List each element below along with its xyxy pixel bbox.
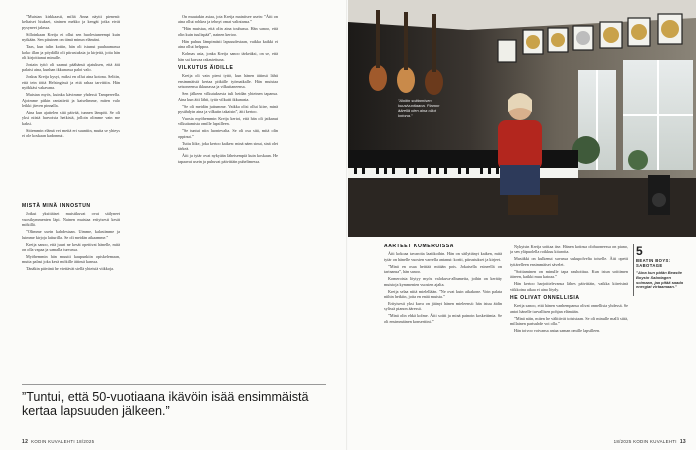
sidebar-divider [633, 244, 634, 296]
room-illustration [348, 0, 696, 237]
song-title: BEATIN BOYS: SABOTAGE [636, 258, 671, 268]
photo-woman-at-piano [348, 0, 696, 237]
paragraph: Kreija oli vain pieni tyttö, kun hänen äitinsä lähti ensimmäistä kertaa pitkälle työmatkalle. Hän muistaa seisoneensa ikkunassa ja vilkuttaneensa. [178, 73, 278, 90]
paragraph: Kreija sanoo, että juuri ne kesät opettivat hänelle, mitä on olla vapaa ja samalla turvassa. [22, 241, 120, 253]
magazine-issue: KODIN KUVALEHTI 18/2025 [31, 439, 95, 444]
paragraph: Hän kertoo harjoittelevansa lähes päivittäin, vaikka kiireisinä viikkoina aikaa ei aina löydy. [510, 281, 628, 292]
paragraph: Sittemmin elämä vei meitä eri suuntiin, mutta se yhteys ei ole koskaan kadonnut. [22, 127, 120, 139]
right-column-1 [384, 244, 502, 434]
paragraph: Erityisesti yksi kuva on jäänyt hänen mieleensä: hän istuu äidin sylissä pianon ääressä. [384, 301, 502, 312]
page-number: 13 [679, 439, 686, 445]
paragraph: Kolmas asia, jonka Kreija sanoo tärkeäksi, on se, että hän sai kasvaa rakastettuna. [178, 51, 278, 62]
paragraph: Jostain tyttö oli saanut päähänsä ajatuksen, että äiti palaisi aina, kunhan ikkunassa paloi valo. [22, 62, 120, 73]
paragraph: ”Se oli meidän juttumme. Vaikka olisi ollut kiire, minä pysähdyin aina ja vilkutin takaisin”, äiti kertoo. [178, 103, 278, 115]
song-comment: ”Aina kun pidän Beastie Boysin Sabotagen soimaan, jaa pitää saada energiat virtaamaan.” [636, 270, 683, 290]
paragraph: Tuttu liike, joka kertoo kaiken: minä näen sinut, sinä olet tärkeä. [178, 140, 278, 152]
paragraph: Kreija sanoo, että hänen vanhempansa olivat onnellisia yhdessä. Se antoi hänelle turvallisen pohjan elämään. [510, 303, 628, 314]
paragraph: ”Hän muistaa, että olin aina touhussa. Hän sanoo, että olin kuin tuulispää”, nainen kertoo. [178, 26, 278, 37]
paragraph: ”Minä näin, miten he välittivät toisistaan. Se oli minulle malli siitä, millainen parisuhde voi olla.” [510, 315, 628, 327]
paragraph: Joskus Kreija kysyi, miksi en ollut aina kotona. Selitin, että tein töitä Helsingissä ja että rahaa tarvittiin. Hän nyökkäsi vakavana. [22, 74, 120, 91]
paragraph: Myöhemmin hän muutti kaupunkiin opiskelemaan, mutta palasi joka kesä mökille äitinsä kanssa. [22, 254, 120, 265]
page-number: 12 [22, 439, 29, 445]
pull-quote: ”Tuntui, että 50-vuotiaana ikävöin isää ensimmäistä kertaa lapsuuden jälkeen.” [22, 390, 309, 418]
paragraph: Sen jälkeen vilkutuksesta tuli heidän yhteinen tapansa. Aina kun äiti lähti, tytär vilkutti ikkunasta. [178, 91, 278, 102]
right-column-2 [510, 244, 628, 434]
paragraph: ”Soittaminen on minulle tapa rauhoittua. Kun istun soittimen ääreen, kaikki muu katoaa.” [510, 268, 628, 280]
magazine-issue: 18/2025 KODIN KUVALEHTI [613, 439, 677, 444]
paragraph: Vuosia myöhemmin Kreija kertoi, että hän oli jatkanut vilkuttamista omille lapsilleen. [178, 116, 278, 127]
paragraph: ”Minä olin ehkä kolme. Äiti soitti ja minä painoin koskettimia. Se oli ensimmäinen konserttini.” [384, 313, 502, 324]
quote-divider [22, 384, 326, 385]
left-column-2 [178, 14, 278, 378]
left-column-1-lower [22, 200, 120, 378]
paragraph: Tänäkin päivänä he viettävät siellä yhteisiä viikkoja. [26, 266, 115, 272]
right-footer [614, 439, 686, 445]
paragraph: ”Minä en osaa heittää mitään pois. Jokaisella esineellä on tarinansa”, hän sanoo. [384, 263, 502, 275]
song-sidebar [636, 244, 686, 290]
section-heading: VILKUTUS ÄIDILLE [178, 65, 234, 72]
paragraph: ”Olimme usein kahdestaan. Uimme, kalastimme ja luimme kirjoja laiturilla. Se oli meidän aikaamme.” [22, 229, 120, 240]
paragraph: Hän puhuu lämpimästi lapsuudestaan, vaikka kaikki ei aina ollut helppoa. [178, 38, 278, 50]
photo-caption: ”Aloitin soittamisen kuusivuotiaana. Pianon äärellä olen aina ollut kotona.” [398, 98, 440, 118]
paragraph: Komeroista löytyy myös valokuva-albumeita, joihin on kerätty muistoja kymmenien vuosien ajalta. [384, 276, 502, 287]
song-number: 5 [636, 244, 643, 258]
paragraph: Äiti kokoaa tavaroita laatikoihin. Hän on säilyttänyt kaiken, mitä tytär on hänelle vuosien varrella antanut: kortit, piirustukset ja kirjeet. [384, 251, 502, 262]
left-column-1 [22, 14, 120, 197]
section-heading: AARTEET KOMEROISSA [384, 244, 454, 249]
section-heading: MISTÄ MINÄ INNOSTUN [22, 203, 91, 209]
paragraph: Jotkut yksittäiset muistikuvat ovat säilyneet vuosikymmenten läpi. Nainen muistaa erityisesti kesät mökillä. [22, 211, 120, 228]
section-heading: HE OLIVAT ONNELLISIA [510, 295, 580, 302]
paragraph: ”Muistan kirkkaasti, miltä Anna näytti pienenä: keltaiset hiukset, sininen mekko ja kengät jotka eivät pysyneet jalassa. [22, 14, 120, 30]
paragraph: Silloinkaan Kreija ei ollut sen huolestuneempi kuin nytkään. Sen pituinen on tämä minun elämäni. [22, 31, 120, 43]
paragraph: Musiikki on kulkenut suvussa sukupolvelta toiselle. Äiti opetti tyttärelleen ensimmäiset sävelet. [510, 256, 628, 267]
paragraph: Äiti ja tytär ovat nykyään läheisempiä kuin koskaan. He tapaavat usein ja puhuvat päivittäin puhelimessa. [178, 153, 278, 164]
paragraph: Hän toivoo voivansa antaa saman omille lapsilleen. [514, 328, 601, 334]
paragraph: On muutakin asiaa, jota Kreija mainitsee usein: ”Äiti on aina ollut rohkea ja tehnyt omat valintansa.” [178, 14, 278, 25]
paragraph: ”Se tuntui niin luontevalta. Se oli osa sitä, mitä olin oppinut.” [178, 128, 278, 139]
paragraph: Aina kun ajattelen sitä päivää, tunnen lämpöä. Se oli yksi niistä harvoista hetkistä, jolloin olimme vain me kaksi. [22, 110, 120, 126]
paragraph: Kreija selaa niitä mielellään. ”Ne ovat kuin aikakone. Voin palata niihin hetkiin, joita en enää muista.” [384, 288, 502, 300]
left-footer [22, 439, 94, 445]
paragraph: Muistan myös, kuinka kävimme yhdessä Tampereella. Ajoimme pitkin rantatietä ja katselimme, miten valo leikki järven pinnalla. [22, 92, 120, 109]
paragraph: Taas, kun tulin kotiin, hän oli istunut puuhaamassa koko illan ja pöydällä oli piirustuksia ja kirjeitä, joita hän oli kirjoittanut minulle. [22, 44, 120, 61]
paragraph: Nykyisin Kreija soittaa itse. Hänen kotinsa olohuoneessa on piano, ja sen yläpuolella roikkuu kitaroita. [510, 244, 628, 255]
